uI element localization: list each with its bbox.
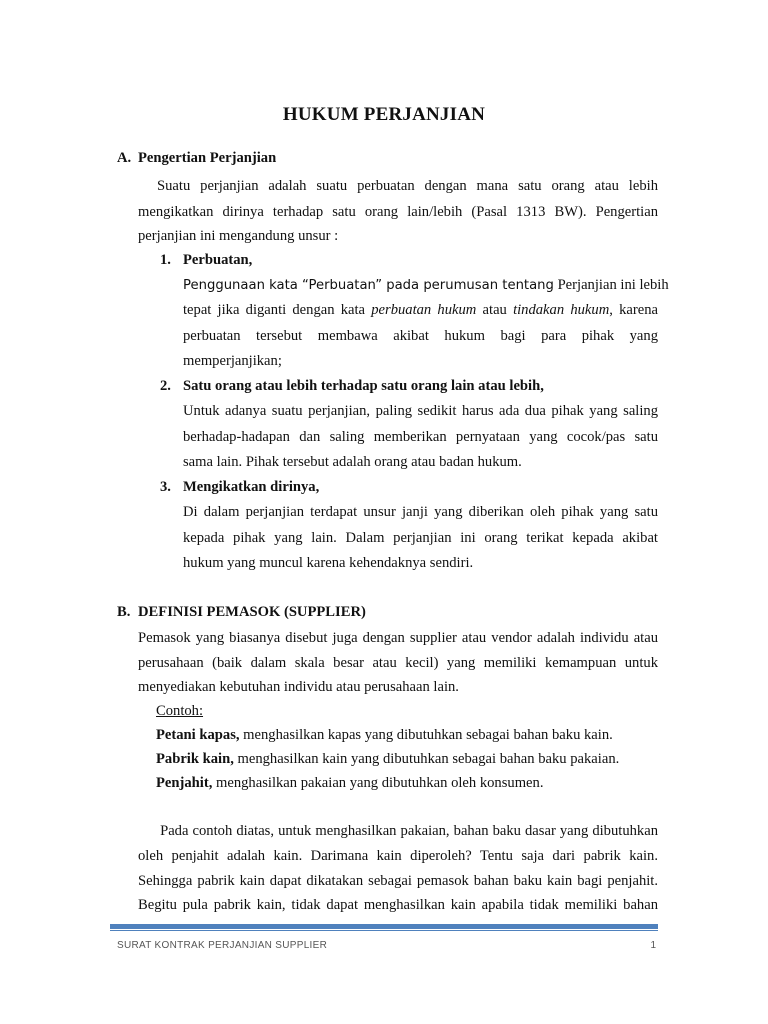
item-1-line-1-sans: Penggunaan kata “Perbuatan” pada perumusan tentang [183, 278, 554, 293]
example-3-text: menghasilkan pakaian yang dibutuhkan oleh konsumen. [212, 775, 544, 791]
item-1-line-4: memperjanjikan; [183, 353, 282, 369]
footer-rule-thin [110, 930, 658, 931]
item-1-line-2-emphasis-1: perbuatan hukum [371, 302, 477, 318]
item-1-line-2-c: , karena [609, 302, 658, 318]
section-a-intro-line-3: perjanjian ini mengandung unsur : [138, 228, 339, 244]
item-3-line-1: Di dalam perjanjian terdapat unsur janji yang diberikan oleh pihak yang satu [183, 504, 658, 520]
example-1 [156, 726, 613, 744]
item-1-line-1 [183, 276, 669, 295]
item-2-line-2: berhadap-hadapan dan saling memberikan pernyataan yang cocok/pas satu [183, 429, 658, 445]
section-b-intro-line-2: perusahaan (baik dalam skala besar atau kecil) yang memiliki kemampuan untuk [138, 655, 658, 671]
item-1-line-2-emphasis-2: tindakan hukum [513, 302, 610, 318]
section-b-heading: DEFINISI PEMASOK (SUPPLIER) [138, 604, 366, 620]
item-2-line-3: sama lain. Pihak tersebut adalah orang atau badan hukum. [183, 454, 522, 470]
closing-line-4: Begitu pula pabrik kain, tidak dapat menghasilkan kain apabila tidak memiliki bahan [138, 897, 658, 913]
closing-line-3: Sehingga pabrik kain dapat dikatakan sebagai pemasok bahan baku kain bagi penjahit. [138, 873, 658, 889]
item-1-line-2-b: atau [476, 302, 514, 318]
item-2-line-1: Untuk adanya suatu perjanjian, paling sedikit harus ada dua pihak yang saling [183, 403, 658, 419]
section-a-intro-line-1: Suatu perjanjian adalah suatu perbuatan dengan mana satu orang atau lebih [157, 178, 658, 194]
item-1-heading: Perbuatan, [183, 252, 253, 268]
section-a-intro-line-2: mengikatkan dirinya terhadap satu orang lain/lebih (Pasal 1313 BW). Pengertian [138, 204, 658, 220]
item-1-line-2-a: tepat jika diganti dengan kata [183, 302, 372, 318]
footer-rule [110, 924, 658, 929]
example-label: Contoh: [156, 703, 204, 719]
item-3-heading: Mengikatkan dirinya, [183, 479, 320, 495]
closing-line-1: Pada contoh diatas, untuk menghasilkan pakaian, bahan baku dasar yang dibutuhkan [156, 823, 658, 839]
item-3-line-3: hukum yang muncul karena kehendaknya sendiri. [183, 555, 474, 571]
footer-page-number: 1 [650, 940, 656, 951]
section-b-intro-line-1: Pemasok yang biasanya disebut juga dengan supplier atau vendor adalah individu atau [138, 630, 658, 646]
item-2-heading: Satu orang atau lebih terhadap satu orang lain atau lebih, [183, 378, 544, 394]
item-1-line-3: perbuatan tersebut membawa akibat hukum bagi para pihak yang [183, 328, 658, 344]
example-1-term: Petani kapas, [156, 727, 240, 743]
example-2-text: menghasilkan kain yang dibutuhkan sebagai bahan baku pakaian. [233, 751, 620, 767]
example-3-term: Penjahit, [156, 775, 213, 791]
section-a-heading: Pengertian Perjanjian [138, 150, 277, 166]
section-a-letter: A. [117, 150, 132, 166]
closing-line-2: oleh penjahit adalah kain. Darimana kain diperoleh? Tentu saja dari pabrik kain. [138, 848, 658, 864]
section-b-intro-line-3: menyediakan kebutuhan individu atau perusahaan lain. [138, 679, 459, 695]
footer-document-title: SURAT KONTRAK PERJANJIAN SUPPLIER [117, 940, 328, 951]
section-b-letter: B. [117, 604, 131, 620]
item-1-number: 1. [160, 252, 171, 268]
item-1-line-1-rest: Perjanjian ini lebih [553, 277, 669, 293]
example-2 [156, 750, 619, 768]
example-3 [156, 774, 543, 792]
example-2-term: Pabrik kain, [156, 751, 234, 767]
item-3-line-2: kepada pihak yang lain. Dalam perjanjian ini orang terikat kepada akibat [183, 530, 658, 546]
item-3-number: 3. [160, 479, 171, 495]
item-2-number: 2. [160, 378, 171, 394]
page-title: HUKUM PERJANJIAN [282, 104, 486, 125]
example-1-text: menghasilkan kapas yang dibutuhkan sebagai bahan baku kain. [239, 727, 613, 743]
item-1-line-2 [183, 301, 658, 319]
